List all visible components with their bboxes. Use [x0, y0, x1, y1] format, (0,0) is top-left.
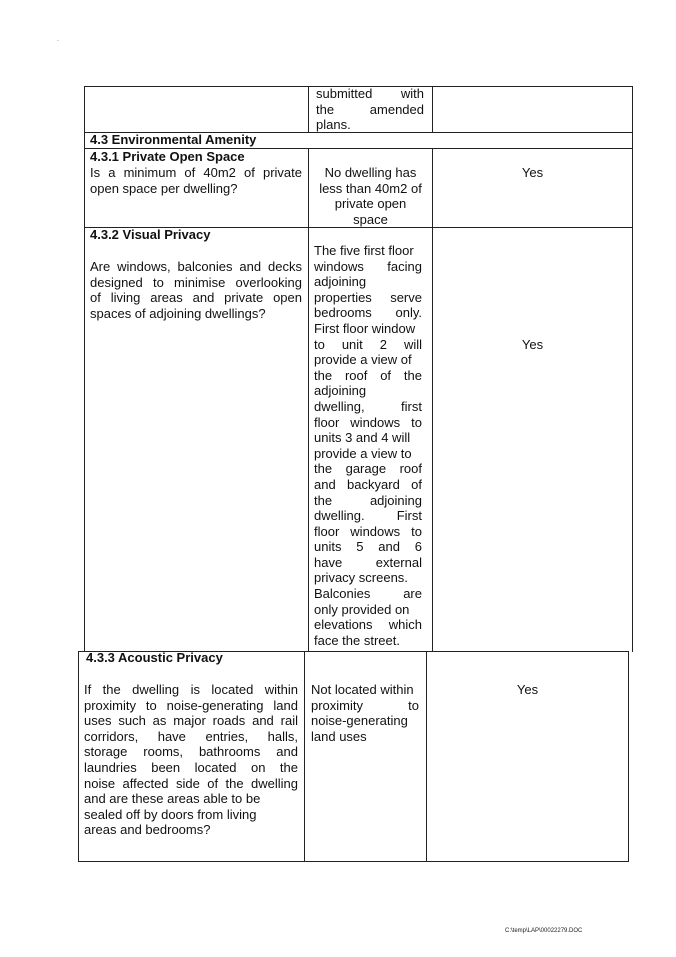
question-line: Are windows, balconies and decks [90, 259, 302, 274]
response-line: adjoining [314, 383, 367, 399]
response-line: and backyard of [314, 476, 422, 492]
response-line: to unit 2 will [314, 336, 422, 352]
question-line: laundries been located on the [84, 759, 298, 775]
open-space-question [90, 165, 302, 196]
response-line: bedrooms only. [314, 305, 422, 321]
response-line: windows facing [314, 258, 422, 274]
response-line: private open [334, 196, 407, 212]
acoustic-privacy-compliance: Yes [516, 682, 539, 697]
acoustic-privacy-heading: 4.3.3 Acoustic Privacy [86, 650, 223, 665]
open-space-heading: 4.3.1 Private Open Space [90, 149, 245, 164]
response-line: dwelling, first [314, 398, 422, 414]
question-line: proximity to noise-generating land [84, 697, 298, 713]
response-line: units 3 and 4 will [314, 430, 411, 446]
open-space-compliance: Yes [521, 165, 544, 180]
question-line: sealed off by doors from living [84, 806, 257, 822]
question-line: areas and bedrooms? [84, 822, 211, 838]
question-line: open space per dwelling? [90, 180, 238, 196]
response-line: plans. [316, 117, 351, 133]
column-divider [432, 86, 433, 133]
response-line: less than 40m2 of [319, 180, 422, 196]
table-border-left [84, 86, 85, 652]
visual-privacy-compliance: Yes [521, 337, 544, 352]
question-line: designed to minimise overlooking [90, 274, 302, 290]
response-line: No dwelling has [324, 165, 417, 180]
response-line: the amended [316, 101, 424, 117]
response-line: noise-generating [311, 713, 408, 729]
table-border-right [632, 86, 633, 652]
question-line: spaces of adjoining dwellings? [90, 305, 266, 321]
table-border-bottom [78, 861, 629, 862]
response-line: Not located within [311, 682, 414, 697]
response-line: properties serve [314, 289, 422, 305]
column-divider [308, 86, 309, 133]
question-line: If the dwelling is located within [84, 682, 298, 697]
response-line: dwelling. First [314, 508, 422, 524]
response-line: provide a view to [314, 445, 412, 461]
question-line: noise affected side of the dwelling [84, 775, 298, 791]
column-divider [304, 651, 305, 862]
submitted-response [316, 86, 424, 133]
response-line: the garage roof [314, 461, 422, 477]
response-line: the adjoining [314, 492, 422, 508]
visual-privacy-question [90, 259, 302, 321]
visual-privacy-response [314, 243, 422, 648]
response-line: have external [314, 554, 422, 570]
question-line: Is a minimum of 40m2 of private [90, 165, 302, 180]
question-line: storage rooms, bathrooms and [84, 744, 298, 760]
response-line: space [353, 211, 388, 227]
footer-file-path: C:\temp\LAP\00022279.DOC [505, 928, 583, 934]
response-line: the roof of the [314, 367, 422, 383]
open-space-response [309, 165, 432, 227]
response-line: face the street. [314, 632, 400, 648]
question-line: uses such as major roads and rail [84, 713, 298, 729]
response-line: Balconies are [314, 586, 422, 602]
response-line: privacy screens. [314, 570, 408, 586]
response-line: adjoining [314, 274, 367, 290]
section-heading: 4.3 Environmental Amenity [90, 132, 257, 147]
acoustic-privacy-question [84, 682, 298, 838]
column-divider [432, 148, 433, 652]
question-line: of living areas and private open [90, 290, 302, 306]
response-line: units 5 and 6 [314, 539, 422, 555]
response-line: only provided on [314, 601, 410, 617]
response-line: elevations which [314, 617, 422, 633]
response-line: provide a view of [314, 352, 412, 368]
response-line: submitted with [316, 86, 424, 101]
acoustic-privacy-response [311, 682, 419, 744]
response-line: land uses [311, 728, 367, 744]
response-line: The five first floor [314, 243, 414, 258]
question-line: corridors, have entries, halls, [84, 728, 298, 744]
response-line: floor windows to [314, 414, 422, 430]
response-line: First floor window [314, 320, 416, 336]
response-line: floor windows to [314, 523, 422, 539]
table-border-left [78, 651, 79, 862]
page-mark: - [57, 38, 59, 44]
table-border-right [628, 651, 629, 862]
response-line: proximity to [311, 697, 419, 713]
visual-privacy-heading: 4.3.2 Visual Privacy [90, 227, 211, 242]
question-line: and are these areas able to be [84, 791, 261, 807]
